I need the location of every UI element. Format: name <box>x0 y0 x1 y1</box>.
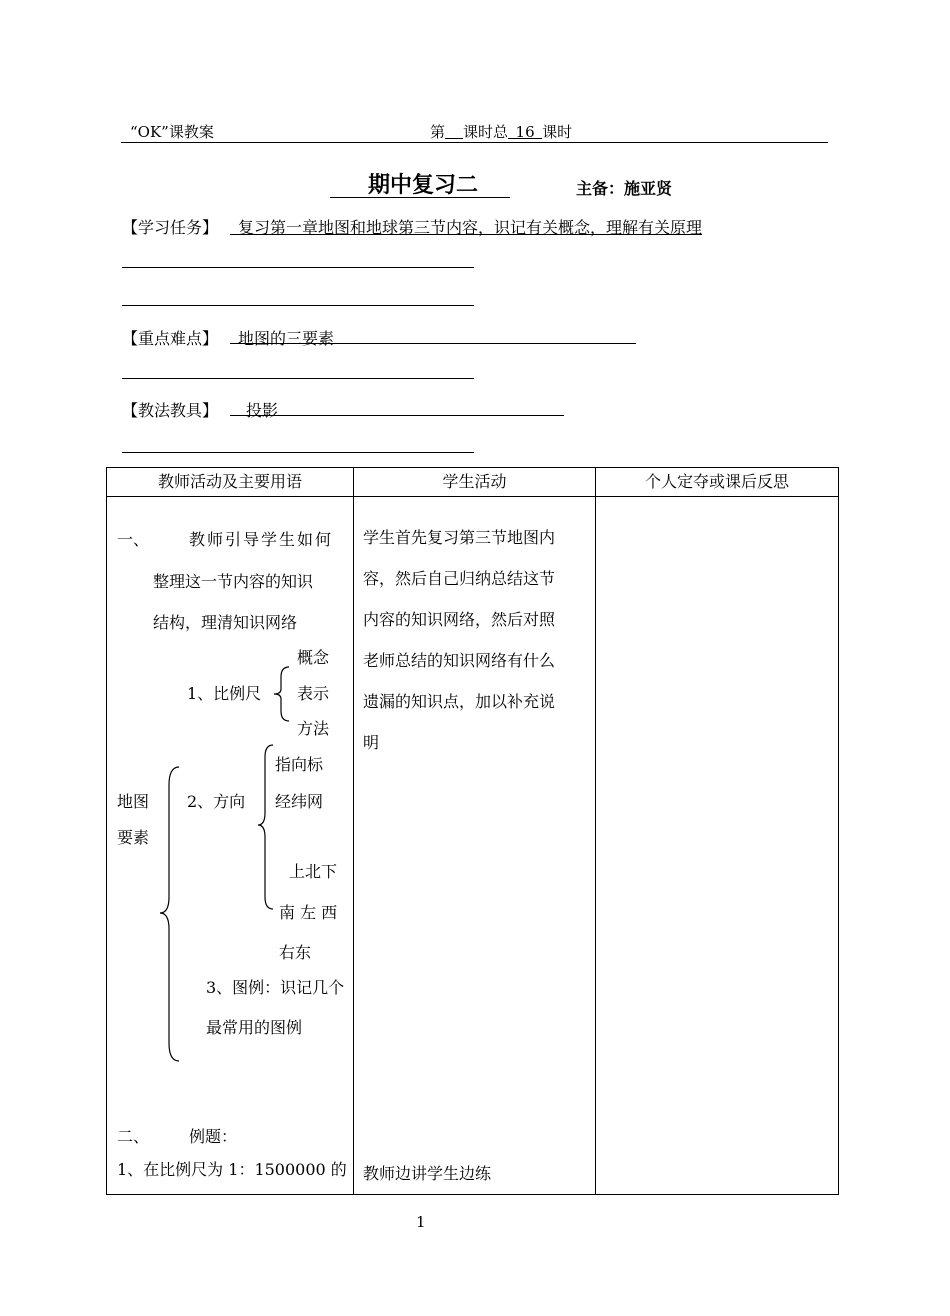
keypoints-text: 地图的三要素 <box>238 329 335 348</box>
direction-item-arrow: 指向标 <box>275 755 324 774</box>
task-blank-line-2 <box>122 305 474 306</box>
task-text: 复习第一章地图和地球第三节内容，识记有关概念，理解有关原理 <box>238 218 703 237</box>
col-header-teacher: 教师活动及主要用语 <box>107 468 354 497</box>
student-line-1: 学生首先复习第三节地图内 <box>363 528 556 547</box>
teacher-activity-cell <box>107 497 354 1195</box>
map-elements-line-1: 地图 <box>117 792 150 811</box>
keypoints-blank-line <box>122 378 474 379</box>
student-line-6: 明 <box>363 733 380 752</box>
student-practice: 教师边讲学生边练 <box>363 1164 492 1183</box>
header-rule <box>121 142 828 143</box>
header-left: “OK”课教案 <box>130 123 214 141</box>
scale-item-concept: 概念 <box>297 648 330 667</box>
direction-item-general-3: 右东 <box>279 943 312 962</box>
lesson-mid: 课时总 <box>463 123 509 141</box>
methods-text: 投影 <box>246 401 279 420</box>
direction-item-general-2: 南 左 西 <box>279 903 338 922</box>
item2-number: 二、 <box>117 1127 150 1146</box>
student-line-4: 老师总结的知识网络有什么 <box>363 651 556 670</box>
direction-label: 2、方向 <box>187 792 246 811</box>
student-activity-cell <box>354 497 596 1195</box>
example-1: 1、在比例尺为 1：1500000 的 <box>117 1160 347 1179</box>
scale-brace <box>271 665 291 723</box>
page-title: 期中复习二 <box>368 173 479 198</box>
methods-label: 【教法教具】 <box>122 401 219 420</box>
scale-label: 1、比例尺 <box>187 684 262 703</box>
task-blank-line-1 <box>122 267 474 268</box>
lesson-blank <box>445 123 463 141</box>
item2-text: 例题： <box>189 1127 238 1146</box>
item1-number: 一、 <box>117 530 150 549</box>
lesson-table <box>106 467 839 1195</box>
direction-item-graticule: 经纬网 <box>275 792 324 811</box>
keypoints-underline <box>230 343 636 344</box>
item1-line-2: 整理这一节内容的知识 <box>153 572 314 591</box>
scale-item-method: 方法 <box>297 719 330 738</box>
lesson-count <box>430 121 572 142</box>
reflection-cell <box>596 497 839 1195</box>
keypoints-label: 【重点难点】 <box>122 329 219 348</box>
map-elements-line-2: 要素 <box>117 828 150 847</box>
item1-line-3: 结构，理清知识网络 <box>153 613 298 632</box>
legend-line-2: 最常用的图例 <box>206 1018 303 1037</box>
col-header-reflection: 个人定夺或课后反思 <box>596 468 839 497</box>
author: 主备：施亚贤 <box>576 179 673 198</box>
lesson-total: 16 <box>515 123 535 141</box>
task-label: 【学习任务】 <box>122 218 219 237</box>
col-header-student: 学生活动 <box>354 468 596 497</box>
methods-blank-line <box>122 452 474 453</box>
page-number: 1 <box>416 1213 426 1231</box>
direction-item-general-1: 上北下 <box>289 862 338 881</box>
methods-underline <box>230 415 564 416</box>
lesson-prefix: 第 <box>430 123 446 141</box>
item1-line-1: 教师引导学生如何 <box>189 530 334 549</box>
direction-brace <box>255 743 277 913</box>
map-elements-brace <box>157 765 183 1065</box>
lesson-suffix: 课时 <box>542 123 573 141</box>
legend-line-1: 3、图例：识记几个 <box>206 978 345 997</box>
student-line-3: 内容的知识网络，然后对照 <box>363 610 556 629</box>
scale-item-represent: 表示 <box>297 684 330 703</box>
student-line-2: 容，然后自己归纳总结这节 <box>363 569 556 588</box>
student-line-5: 遗漏的知识点，加以补充说 <box>363 692 556 711</box>
